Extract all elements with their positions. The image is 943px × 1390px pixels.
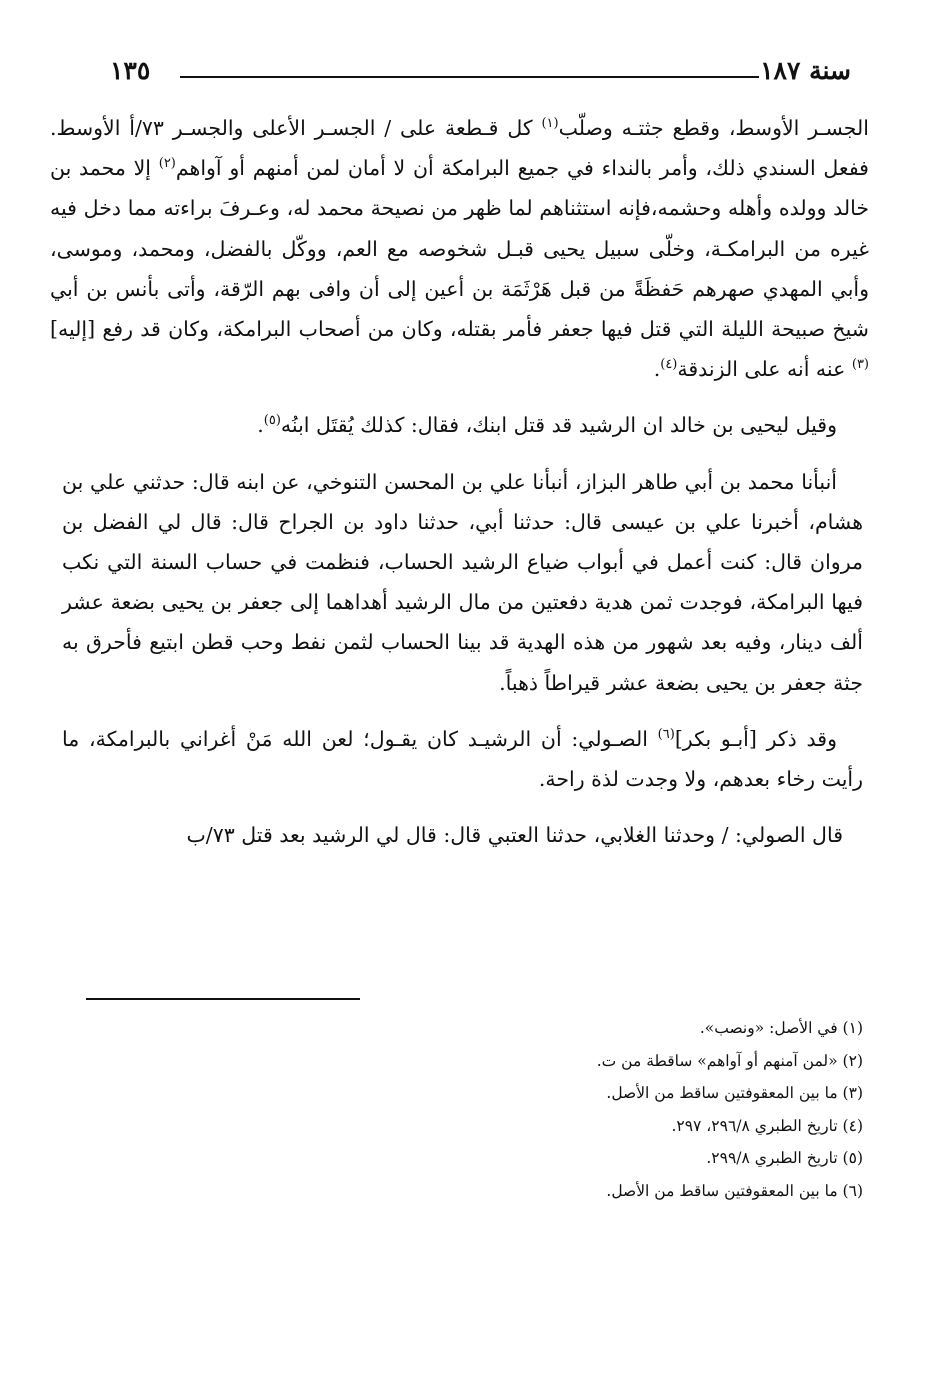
text-run: وقد ذكر [أبـو بكر] [674, 726, 837, 751]
page-number: ١٣٥ [110, 56, 151, 85]
folio-marker: ٧٣/ب [186, 823, 235, 848]
main-text [50, 108, 869, 855]
folio-marker: ٧٣/أ [129, 116, 164, 140]
footnote-6: (٦) ما بين المعقوفتين ساقط من الأصل. [606, 1181, 863, 1200]
footnotes [103, 1012, 863, 1208]
text-run: كل قـطعة على / الجسـر الأعلى والجسـر [163, 116, 542, 140]
footnote-ref-3: (٣) [851, 357, 869, 373]
text-run: الأوسط. ففعل السندي ذلك، وأمر بالنداء في جميع البرامكة أن لا أمان لمن أمنهم أو آواهم [50, 116, 869, 181]
paragraph-5 [50, 815, 869, 855]
text-run: إلا محمد بن خالد وولده وأهله وحشمه،فإنه استثناهم لما ظهر من نصيحة محمد له، وعـرفَ براءته مما دخل فيه غيره من البرامكـة، وخلّى سبيل يحيى قبـل شخوصه مع العم، ووكّل بالفضل، ومحمد، وموسى، وأبي المهدي صهرهم حَفظَةً من قبل هَرْثَمَة بن أعين إلى أن وافى بهم الرّقة، وأتى بأنس بن أبي شيخ صبيحة الليلة التي قتل فيها جعفر فأمر بقتله، وكان من أصحاب البرامكة، وكان قد رفع [إليه] [50, 156, 869, 342]
text-run: الجسـر الأوسط، وقطع جثتـه وصلّب [558, 116, 869, 140]
page-header [110, 52, 851, 92]
text-run: الصـولي: أن الرشيـد كان يقـول؛ لعن الله مَنْ أغراني بالبرامكة، ما رأيت رخاء بعدهم، ولا وجدت لذة راحة. [62, 726, 863, 792]
running-title: سنة ١٨٧ [760, 56, 851, 85]
header-rule [180, 76, 759, 78]
footnote-ref-2: (٢) [158, 156, 176, 172]
paragraph-4 [62, 719, 863, 799]
text-run: قال الصولي: / وحدثنا الغلابي، حدثنا العتبي قال: قال لي الرشيد بعد قتل [234, 823, 843, 848]
footnote-1: (١) في الأصل: «ونصب». [699, 1019, 863, 1037]
text-run: عنه أنه على الزندقة [677, 357, 852, 382]
footnote-3: (٣) ما بين المعقوفتين ساقط من الأصل. [606, 1084, 863, 1103]
paragraph-3: أنبأنا محمد بن أبي طاهر البزاز، أنبأنا علي بن المحسن التنوخي، عن ابنه قال: حدثني علي بن هشام، أخبرنا علي بن عيسى قال: حدثنا أبي، حدثنا داود بن الجراح قال: قال لي الفضل بن مروان قال: كنت أعمل في أبواب ضياع الرشيد الحساب، فنظمت في حساب السنة التي نكب فيها البرامكة، فوجدت ثمن هدية دفعتين من مال الرشيد أهداهما إلى جعفر بن يحيى بضعة عشر ألف دينار، وفيه بعد شهور من هذه الهدية قد بينا الحساب لثمن نفط وحب قطن ابتيع فأحرق به جثة جعفر بن يحيى بضعة عشر قيراطاً ذهباً. [62, 469, 863, 695]
footnote-5: (٥) تاريخ الطبري ٢٩٩/٨. [706, 1149, 863, 1168]
paragraph-1 [50, 108, 869, 389]
footnote-2: (٢) «لمن آمنهم أو آواهم» ساقطة من ت. [596, 1051, 863, 1070]
text-run: . [257, 413, 264, 438]
footnote-ref-6: (٦) [657, 727, 675, 743]
text-run: وقيل ليحيى بن خالد ان الرشيد قد قتل ابنك، فقال: كذلك يُقتَل ابنُه [280, 413, 837, 438]
footnote-separator [86, 998, 360, 1000]
text-run: . [653, 357, 661, 382]
footnote-ref-1: (١) [541, 116, 559, 132]
paragraph-2 [62, 405, 863, 445]
footnote-ref-5: (٥) [263, 413, 281, 429]
footnote-ref-4: (٤) [660, 357, 678, 373]
footnote-4: (٤) تاريخ الطبري ٢٩٦/٨، ٢٩٧. [671, 1116, 863, 1135]
